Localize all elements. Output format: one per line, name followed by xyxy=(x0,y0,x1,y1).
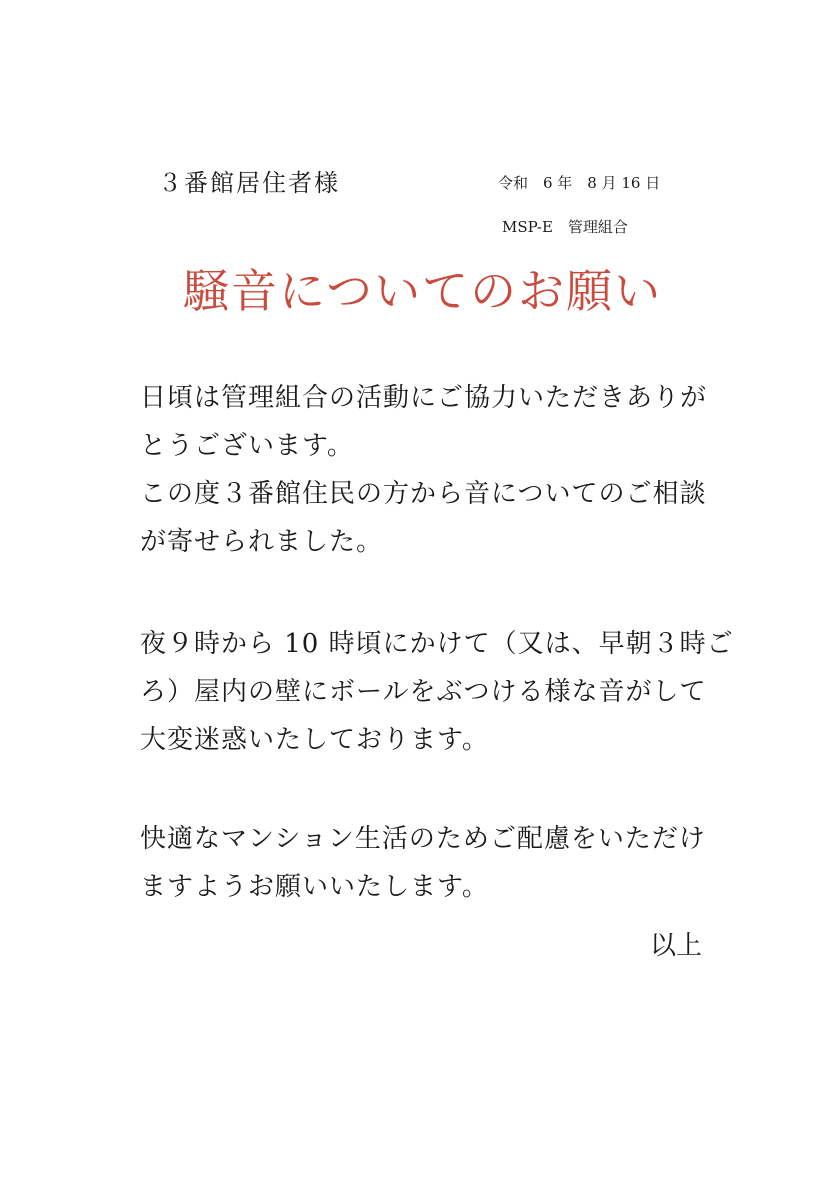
body-line: この度３番館住民の方から音についてのご相談 xyxy=(140,479,707,509)
paragraph-3 xyxy=(140,815,720,911)
paragraph-2 xyxy=(140,620,734,764)
addressee: ３番館居住者様 xyxy=(158,169,340,197)
paragraph-1 xyxy=(140,374,720,566)
body-line: 快適なマンション生活のためご配慮をいただけ xyxy=(140,824,706,854)
sender: MSP-E 管理組合 xyxy=(502,218,628,236)
body-line: 夜９時から 10 時頃にかけて（又は、早朝３時ご xyxy=(140,629,734,659)
body-line: ろ）屋内の壁にボールをぶつける様な音がして xyxy=(140,677,707,707)
body-line: 大変迷惑いたしております。 xyxy=(140,725,489,755)
body-line: とうございます。 xyxy=(140,431,354,461)
body-line: が寄せられました。 xyxy=(140,527,384,557)
closing-remark: 以上 xyxy=(650,931,703,961)
notice-title: 騒音についてのお願い xyxy=(183,264,663,318)
body-line: ますようお願いいたします。 xyxy=(140,872,489,902)
body-line: 日頃は管理組合の活動にご協力いただきありが xyxy=(140,383,708,413)
issue-date: 令和 6 年 8 月 16 日 xyxy=(498,174,661,192)
